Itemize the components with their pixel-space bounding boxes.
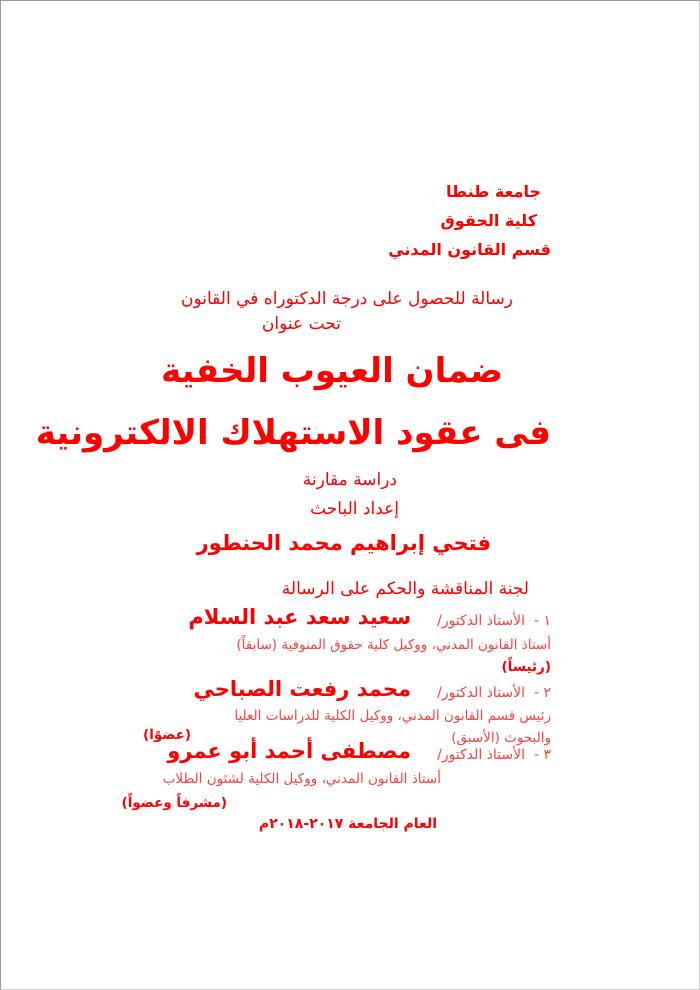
study-type: دراسة مقارنة <box>302 470 397 490</box>
member-3-name: مصطفى أحمد أبو عمرو <box>167 739 411 763</box>
member-1-number: ١ - <box>533 613 551 629</box>
thesis-title-line1: ضمان العيوب الخفية <box>161 351 503 391</box>
member-1-role: (رئيساً) <box>501 659 551 675</box>
member-2-number: ٢ - <box>533 685 551 701</box>
under-title-label: تحت عنوان <box>261 314 341 334</box>
member-2-description-line2: والبحوث (الأسبق) <box>451 730 551 746</box>
researcher-name: فتحي إبراهيم محمد الحنطور <box>196 531 491 555</box>
member-3-number: ٣ - <box>533 747 551 763</box>
member-1-description: أستاذ القانون المدني، ووكيل كلية حقوق المنوفية (سابقاً) <box>236 637 551 653</box>
member-2-prefix: الأستاذ الدكتور/ <box>437 685 525 701</box>
member-2-description-line1: رئيس قسم القانون المدني، ووكيل الكلية للدراسات العليا <box>234 708 551 724</box>
member-2-name: محمد رفعت الصباحي <box>193 677 411 701</box>
member-1-name: سعيد سعد عبد السلام <box>188 605 411 629</box>
member-2-role: (عضوًا) <box>143 727 191 743</box>
committee-heading: لجنة المناقشة والحكم على الرسالة <box>281 579 529 599</box>
member-3-prefix: الأستاذ الدكتور/ <box>437 747 525 763</box>
thesis-title-line2: فى عقود الاستهلاك الالكترونية <box>35 413 551 453</box>
thesis-purpose: رسالة للحصول على درجة الدكتوراه في القانون <box>181 289 513 309</box>
prepared-by-label: إعداد الباحث <box>310 499 399 519</box>
member-3-description: أستاذ القانون المدني، ووكيل الكلية لشئون الطلاب <box>162 771 441 787</box>
member-3-role: (مشرفاً وعضواً) <box>121 795 227 811</box>
university-name: جامعة طنطا <box>446 182 541 201</box>
department-name: قسم القانون المدني <box>388 240 551 259</box>
academic-year: العام الجامعة ٢٠١٧-٢٠١٨م <box>258 816 437 832</box>
faculty-name: كلية الحقوق <box>440 211 537 230</box>
member-1-prefix: الأستاذ الدكتور/ <box>437 613 525 629</box>
